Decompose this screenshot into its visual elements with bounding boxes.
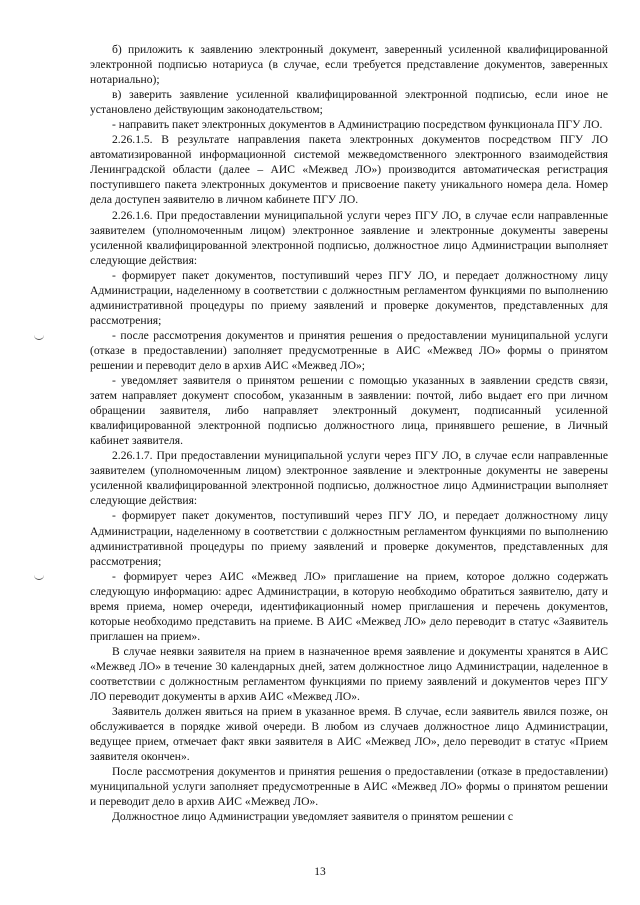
- paragraph-no-show: В случае неявки заявителя на прием в назначенное время заявление и документы хранятся в АИС «Межвед ЛО» в течение 30 календарных дней, затем должностное лицо Администрации, наделенное в соответствии с должностным регламентом функциями по приему заявлений и документов через ПГУ ЛО переводит документы в архив АИС «Межвед ЛО».: [90, 644, 608, 704]
- paragraph-2-26-1-5: 2.26.1.5. В результате направления пакета электронных документов посредством ПГУ ЛО автоматизированной информационной системой межведомственного электронного взаимодействия Ленинградской области (далее – АИС «Межвед ЛО») производится автоматическая регистрация поступившего пакета электронных документов и присвоение пакету уникального номера дела. Номер дела доступен заявителю в личном кабинете ПГУ ЛО.: [90, 133, 608, 207]
- paragraph-notifies: - уведомляет заявителя о принятом решении с помощью указанных в заявлении средств связи, затем направляет документ способом, указанным в заявлении: почтой, либо выдает его при личном обращении заявителя, либо направляет электронный документ, подписанный усиленной квалифицированной электронной подписью должностного лица, принявшего решение, в Личный кабинет заявителя.: [90, 374, 608, 448]
- paragraph-send-package: - направить пакет электронных документов в Администрацию посредством функционала ПГУ ЛО.: [112, 118, 603, 132]
- paragraph-2-26-1-7: 2.26.1.7. При предоставлении муниципальной услуги через ПГУ ЛО, в случае если направленные заявителем (уполномоченным лицом) электронное заявление и электронные документы не заверены усиленной квалифицированной электронной подписью, должностное лицо Администрации выполняет следующие действия:: [90, 449, 608, 508]
- document-body: [90, 42, 608, 824]
- page-number: 13: [314, 866, 326, 878]
- paragraph-forms-package-1: - формирует пакет документов, поступивший через ПГУ ЛО, и передает должностному лицу Администрации, наделенному в соответствии с должностным регламентом функциями по выполнению административной процедуры по приему заявлений и проверке документов, представленных для рассмотрения;: [90, 268, 608, 327]
- binding-hole-mark-bottom: [34, 574, 44, 580]
- paragraph-after-decision: После рассмотрения документов и принятия решения о предоставлении (отказе в предоставлении) муниципальной услуги заполняет предусмотренные в АИС «Межвед ЛО» формы о принятом решении и переводит дело в архив АИС «Межвед ЛО».: [90, 765, 608, 809]
- paragraph-invitation: - формирует через АИС «Межвед ЛО» приглашение на прием, которое должно содержать следующую информацию: адрес Администрации, в которую необходимо обратиться заявителю, дату и время приема, номер очереди, идентификационный номер приглашения и перечень документов, которые необходимо представить на приеме. В АИС «Межвед ЛО» дело переводит в статус «Заявитель приглашен на прием».: [90, 569, 608, 643]
- paragraph-v: в) заверить заявление усиленной квалифицированной электронной подписью, если иное не установлено действующим законодательством;: [90, 88, 608, 117]
- paragraph-official-notifies: Должностное лицо Администрации уведомляет заявителя о принятом решении с: [112, 810, 513, 824]
- paragraph-arrival: Заявитель должен явиться на прием в указанное время. В случае, если заявитель явился позже, он обслуживается в порядке живой очереди. В любом из случаев должностное лицо Администрации, ведущее прием, отмечает факт явки заявителя в АИС «Межвед ЛО», дело переводит в статус «Прием заявителя окончен».: [90, 705, 608, 764]
- paragraph-after-review: - после рассмотрения документов и принятия решения о предоставлении муниципальной услуги (отказе в предоставлении) заполняет предусмотренные в АИС «Межвед ЛО» формы о принятом решении и переводит дело в архив АИС «Межвед ЛО»;: [90, 328, 608, 372]
- paragraph-b: б) приложить к заявлению электронный документ, заверенный усиленной квалифицированной электронной подписью нотариуса (в случае, если требуется представление документов, заверенных нотариально);: [90, 43, 608, 87]
- paragraph-2-26-1-6: 2.26.1.6. При предоставлении муниципальной услуги через ПГУ ЛО, в случае если направленные заявителем (уполномоченным лицом) электронное заявление и электронные документы заверены усиленной квалифицированной электронной подписью, должностное лицо Администрации выполняет следующие действия:: [90, 208, 608, 267]
- binding-hole-mark-top: [34, 334, 44, 340]
- paragraph-forms-package-2: - формирует пакет документов, поступивший через ПГУ ЛО, и передает должностному лицу Администрации, наделенному в соответствии с должностным регламентом функциями по выполнению административной процедуры по приему заявлений и проверке документов, представленных для рассмотрения;: [90, 509, 608, 568]
